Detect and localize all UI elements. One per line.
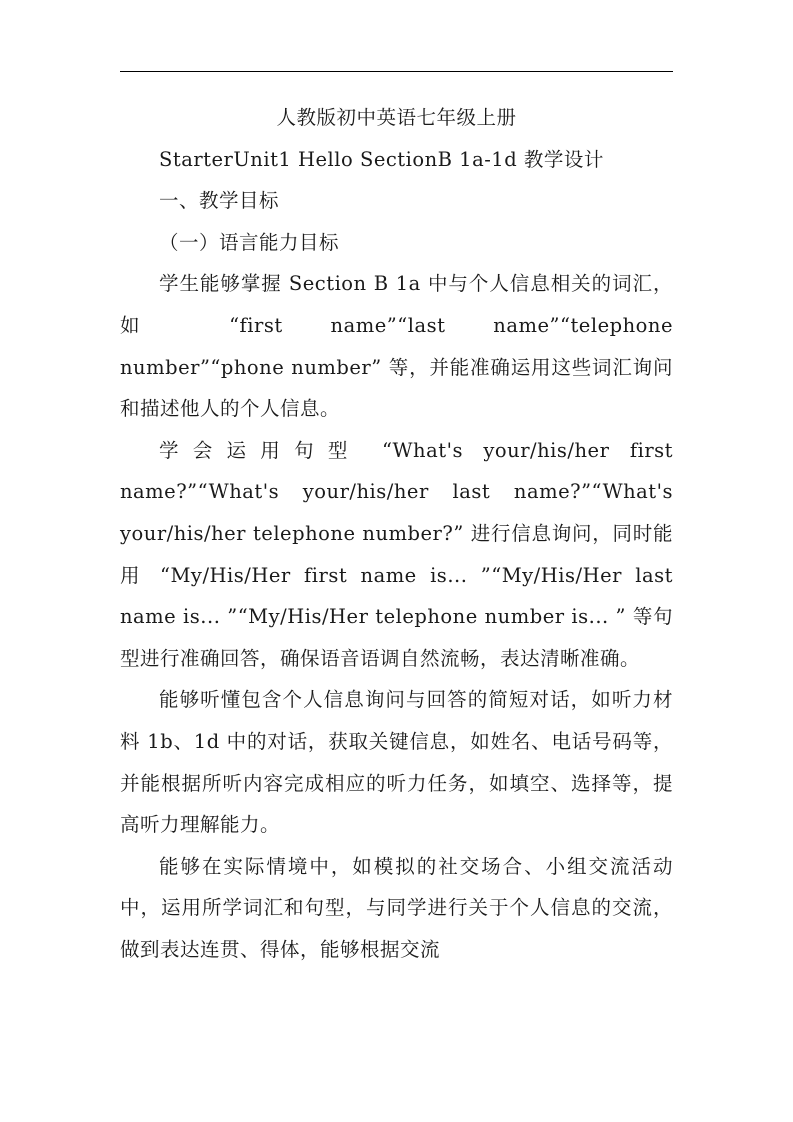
section-heading: 一、教学目标: [159, 189, 280, 213]
paragraph-sentence-patterns: 学会运用句型 “What's your/his/her first name?”“What's your/his/her last name?”“What's your/his/her telephone number?” 进行信息询问，同时能用 “My/His/Her first name is... ”“My/His/Her last name is... ”“My/His/Her telephone number is... ” 等句型进行准确回答，确保语音语调自然流畅，表达清晰准确。: [120, 438, 673, 670]
document-title: 人教版初中英语七年级上册: [276, 106, 517, 129]
paragraph-speaking: 能够在实际情境中，如模拟的社交场合、小组交流活动中，运用所学词汇和句型，与同学进行关于个人信息的交流，做到表达连贯、得体，能够根据交流: [120, 854, 673, 961]
subsection-heading: （一）语言能力目标: [159, 230, 340, 254]
paragraph-listening: 能够听懂包含个人信息询问与回答的简短对话，如听力材料 1b、1d 中的对话，获取关键信息，如姓名、电话号码等，并能根据所听内容完成相应的听力任务，如填空、选择等，提高听力理解能力。: [120, 688, 673, 837]
document-body: [120, 97, 673, 970]
header-rule: [120, 71, 673, 72]
document-subtitle: StarterUnit1 Hello SectionB 1a-1d 教学设计: [159, 147, 604, 171]
paragraph-vocabulary: 学生能够掌握 Section B 1a 中与个人信息相关的词汇，如 “first name”“last name”“telephone number”“phone number” 等，并能准确运用这些词汇询问和描述他人的个人信息。: [120, 272, 673, 421]
